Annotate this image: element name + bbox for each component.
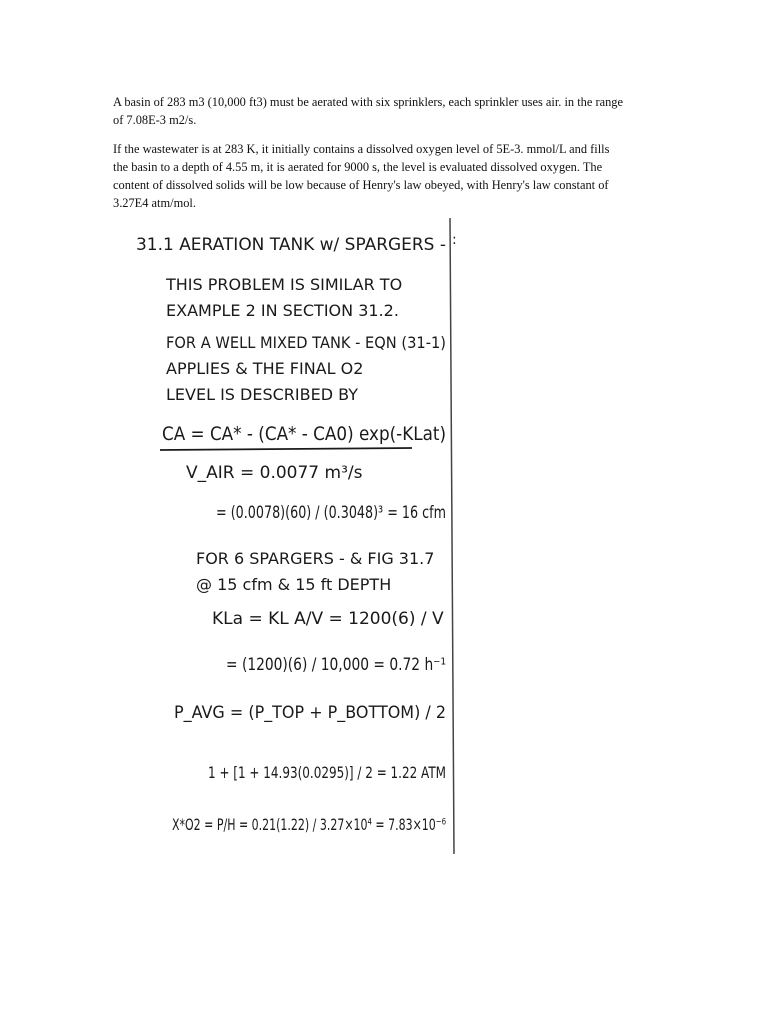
hw-title: 31.1 AERATION TANK w/ SPARGERS - <box>136 235 446 255</box>
hw-line-1: THIS PROBLEM IS SIMILAR TO <box>166 275 403 294</box>
hw-line-4: APPLIES & THE FINAL O2 <box>166 359 364 378</box>
hw-line-7: @ 15 cfm & 15 ft DEPTH <box>196 575 392 594</box>
hw-line-5: LEVEL IS DESCRIBED BY <box>166 385 358 404</box>
hw-eq-1: CA = CA* - (CA* - CA0) exp(-KLat) <box>162 423 446 445</box>
hw-line-3: FOR A WELL MIXED TANK - EQN (31-1) <box>166 333 446 352</box>
hw-eq-5: = (1200)(6) / 10,000 = 0.72 h⁻¹ <box>226 655 446 675</box>
hw-eq-2: V_AIR = 0.0077 m³/s <box>186 463 363 483</box>
margin-mark: : <box>452 232 457 248</box>
hw-eq-7: 1 + [1 + 14.93(0.0295)] / 2 = 1.22 ATM <box>208 763 446 782</box>
handwritten-solution <box>112 218 468 854</box>
problem-paragraph-1: A basin of 283 m3 (10,000 ft3) must be aerated with six sprinklers, each sprinkler uses air. in the range of 7.08E-3 m2/s. <box>113 95 623 127</box>
problem-paragraph-2: If the wastewater is at 283 K, it initially contains a dissolved oxygen level of 5E-3. mmol/L and fills the basin to a depth of 4.55 m, it is aerated for 9000 s, the level is evaluated dissolved oxygen. The content of dissolved solids will be low because of Henry's law obeyed, with Henry's law constant of 3.27E4 atm/mol. <box>113 142 610 210</box>
handwritten-solution-canvas <box>112 218 468 854</box>
paper-margin-line <box>450 218 454 854</box>
hw-eq-4: KLa = KL A/V = 1200(6) / V <box>212 609 444 629</box>
hw-eq-8: X*O2 = P/H = 0.21(1.22) / 3.27×10⁴ = 7.83×10⁻⁶ <box>172 815 446 834</box>
hw-line-2: EXAMPLE 2 IN SECTION 31.2. <box>166 301 399 320</box>
hw-eq-3: = (0.0078)(60) / (0.3048)³ = 16 cfm <box>216 503 446 523</box>
hw-eq-6: P_AVG = (P_TOP + P_BOTTOM) / 2 <box>174 703 446 723</box>
hw-line-6: FOR 6 SPARGERS - & FIG 31.7 <box>196 549 435 568</box>
eq-1-underline <box>160 448 412 450</box>
problem-statement <box>113 93 623 223</box>
